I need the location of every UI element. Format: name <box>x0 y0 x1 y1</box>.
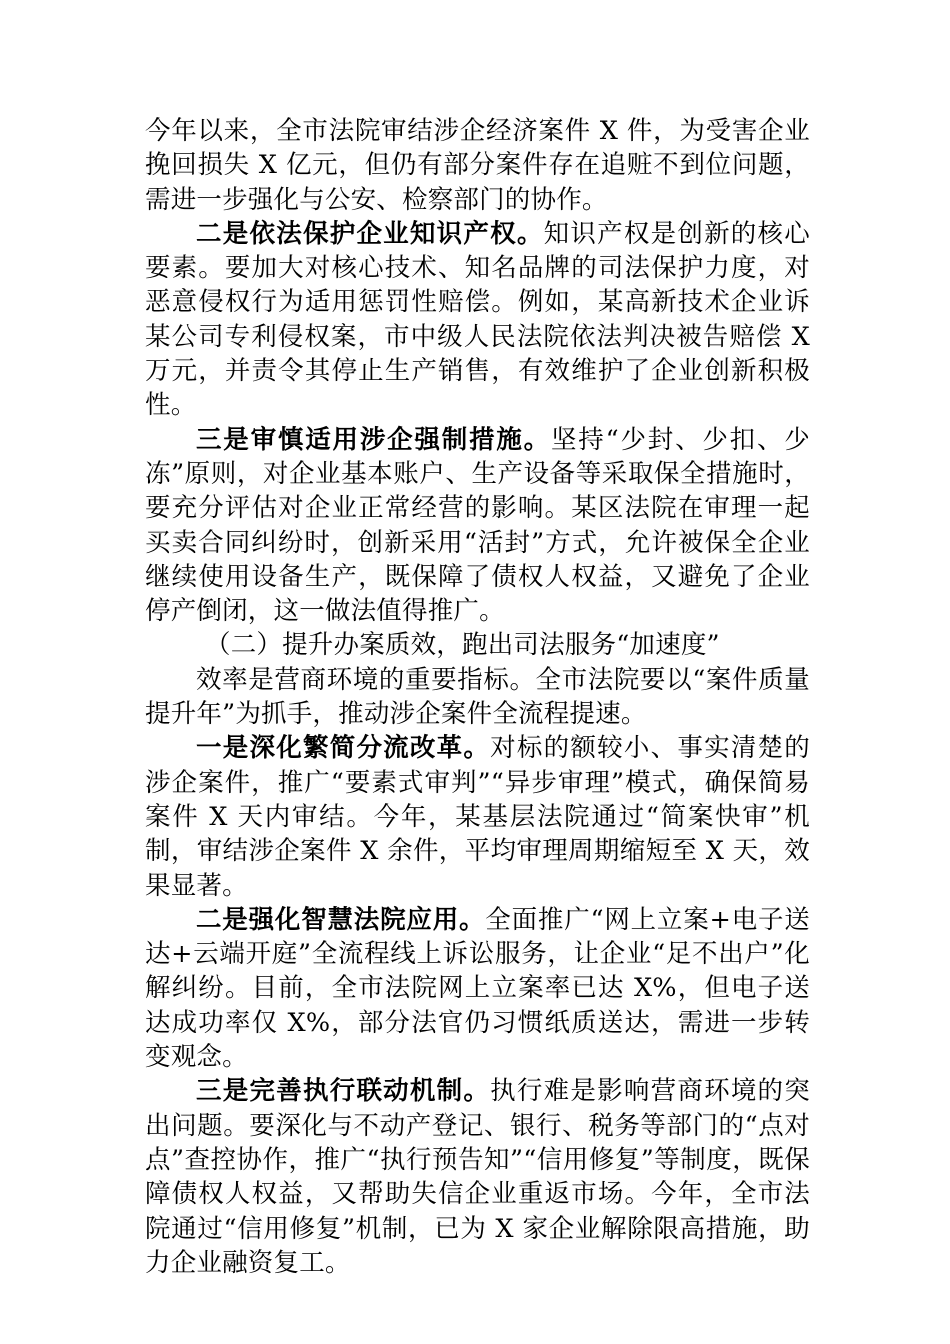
paragraph-lead: 二是强化智慧法院应用。 <box>196 904 486 935</box>
paragraph-6 <box>145 731 810 902</box>
paragraph-2 <box>145 217 810 423</box>
paragraph-8 <box>145 1074 810 1280</box>
paragraph-5 <box>145 663 810 732</box>
paragraph-text: 知识产权是创新的核心要素。要加大对核心技术、知名品牌的司法保护力度，对恶意侵权行为适用惩罚性赔偿。例如，某高新技术企业诉某公司专利侵权案，市中级人民法院依法判决被告赔偿 X 万元，并责令其停止生产销售，有效维护了企业创新积极性。 <box>145 218 810 421</box>
paragraph-lead: 三是完善执行联动机制。 <box>196 1076 491 1107</box>
paragraph-lead: 三是审慎适用涉企强制措施。 <box>196 424 551 455</box>
paragraph-text: 全面推广“网上立案+电子送达+云端开庭”全流程线上诉讼服务，让企业“足不出户”化解纠纷。目前，全市法院网上立案率已达 X%，但电子送达成功率仅 X%，部分法官仍习惯纸质送达，需进一步转变观念。 <box>145 904 810 1073</box>
paragraph-text: 今年以来，全市法院审结涉企经济案件 X 件，为受害企业挽回损失 X 亿元，但仍有部分案件存在追赃不到位问题，需进一步强化与公安、检察部门的协作。 <box>145 116 810 215</box>
document-body <box>145 114 810 1280</box>
section-heading <box>145 628 810 662</box>
paragraph-lead: 一是深化繁简分流改革。 <box>196 733 491 764</box>
paragraph-text: 效率是营商环境的重要指标。全市法院要以“案件质量提升年”为抓手，推动涉企案件全流程提速。 <box>145 664 810 730</box>
paragraph-lead: 二是依法保护企业知识产权。 <box>196 218 544 249</box>
paragraph-3 <box>145 423 810 629</box>
section-heading-text: （二）提升办案质效，跑出司法服务“加速度” <box>205 630 720 661</box>
paragraph-text: 执行难是影响营商环境的突出问题。要深化与不动产登记、银行、税务等部门的“点对点”查控协作，推广“执行预告知”“信用修复”等制度，既保障债权人权益，又帮助失信企业重返市场。今年，全市法院通过“信用修复”机制，已为 X 家企业解除限高措施，助力企业融资复工。 <box>145 1076 811 1278</box>
paragraph-7 <box>145 903 810 1074</box>
paragraph-text: 对标的额较小、事实清楚的涉企案件，推广“要素式审判”“异步审理”模式，确保简易案件 X 天内审结。今年，某基层法院通过“简案快审”机制，审结涉企案件 X 余件，平均审理周期缩短至 X 天，效果显著。 <box>145 733 811 901</box>
paragraph-1 <box>145 114 810 217</box>
paragraph-text: 坚持“少封、少扣、少冻”原则，对企业基本账户、生产设备等采取保全措施时，要充分评估对企业正常经营的影响。某区法院在审理一起买卖合同纠纷时，创新采用“活封”方式，允许被保全企业继续使用设备生产，既保障了债权人权益，又避免了企业停产倒闭，这一做法值得推广。 <box>145 424 810 627</box>
